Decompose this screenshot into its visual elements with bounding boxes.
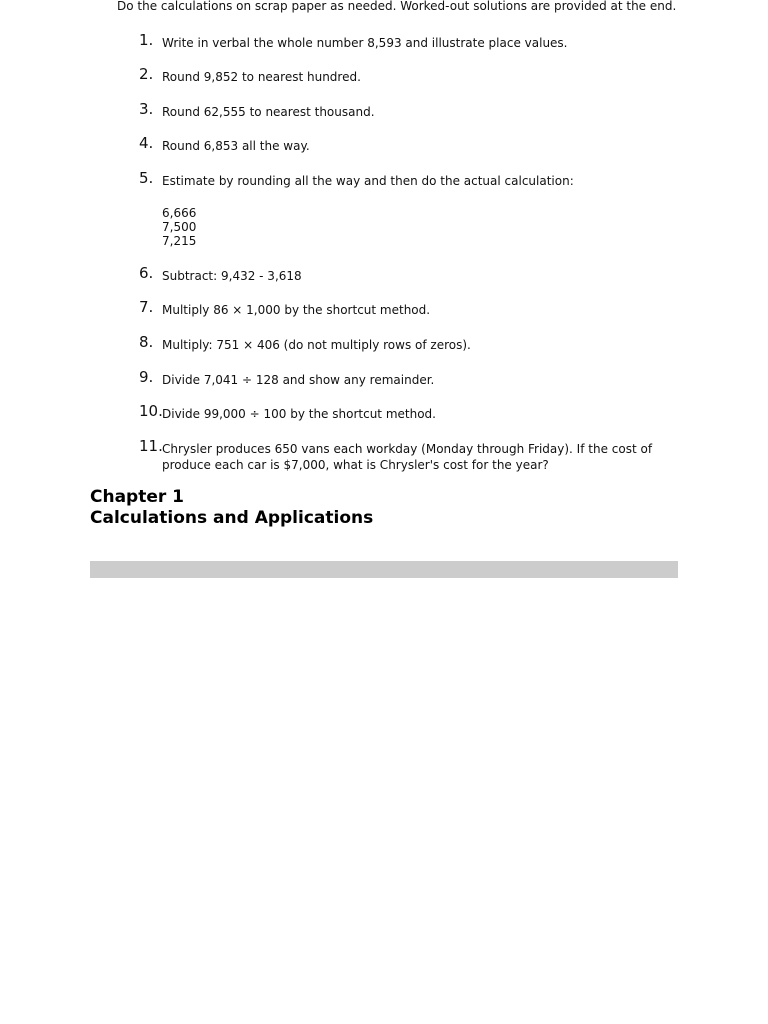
- section-divider-bar: [90, 561, 678, 578]
- question-5-numbers: [162, 206, 196, 248]
- question-text: Subtract: 9,432 - 3,618: [162, 269, 302, 283]
- question-number: 7.: [139, 298, 154, 316]
- chapter-title: Calculations and Applications: [90, 508, 374, 528]
- question-text: Round 9,852 to nearest hundred.: [162, 70, 361, 84]
- question-text: Chrysler produces 650 vans each workday (Monday through Friday). If the cost of produce each car is $7,000, what is Chrysler's cost for the year?: [162, 442, 653, 472]
- question-text: Estimate by rounding all the way and then do the actual calculation:: [162, 174, 574, 188]
- question-number: 6.: [139, 264, 154, 282]
- chapter-heading: [90, 487, 373, 529]
- instructions-text: Do the calculations on scrap paper as needed. Worked-out solutions are provided at the end.: [117, 0, 677, 13]
- question-text: Divide 7,041 ÷ 128 and show any remainder.: [162, 373, 435, 387]
- question-text: Multiply 86 × 1,000 by the shortcut method.: [162, 303, 431, 317]
- question-number: 8.: [139, 333, 154, 351]
- question-number: 1.: [139, 31, 154, 49]
- question-text: Round 6,853 all the way.: [162, 139, 310, 153]
- question-number: 3.: [139, 100, 154, 118]
- question-number: 9.: [139, 368, 154, 386]
- number-line: 7,500: [162, 220, 197, 234]
- question-number: 2.: [139, 65, 154, 83]
- question-text: Write in verbal the whole number 8,593 and illustrate place values.: [162, 36, 568, 50]
- number-line: 7,215: [162, 234, 197, 248]
- question-text: Divide 99,000 ÷ 100 by the shortcut method.: [162, 407, 436, 421]
- question-number: 4.: [139, 134, 154, 152]
- question-number: 5.: [139, 169, 154, 187]
- question-number: 11.: [139, 437, 163, 455]
- number-line: 6,666: [162, 206, 197, 220]
- question-text: Round 62,555 to nearest thousand.: [162, 105, 375, 119]
- chapter-number: Chapter 1: [90, 487, 185, 507]
- question-text: Multiply: 751 × 406 (do not multiply rows of zeros).: [162, 338, 471, 352]
- question-number: 10.: [139, 402, 163, 420]
